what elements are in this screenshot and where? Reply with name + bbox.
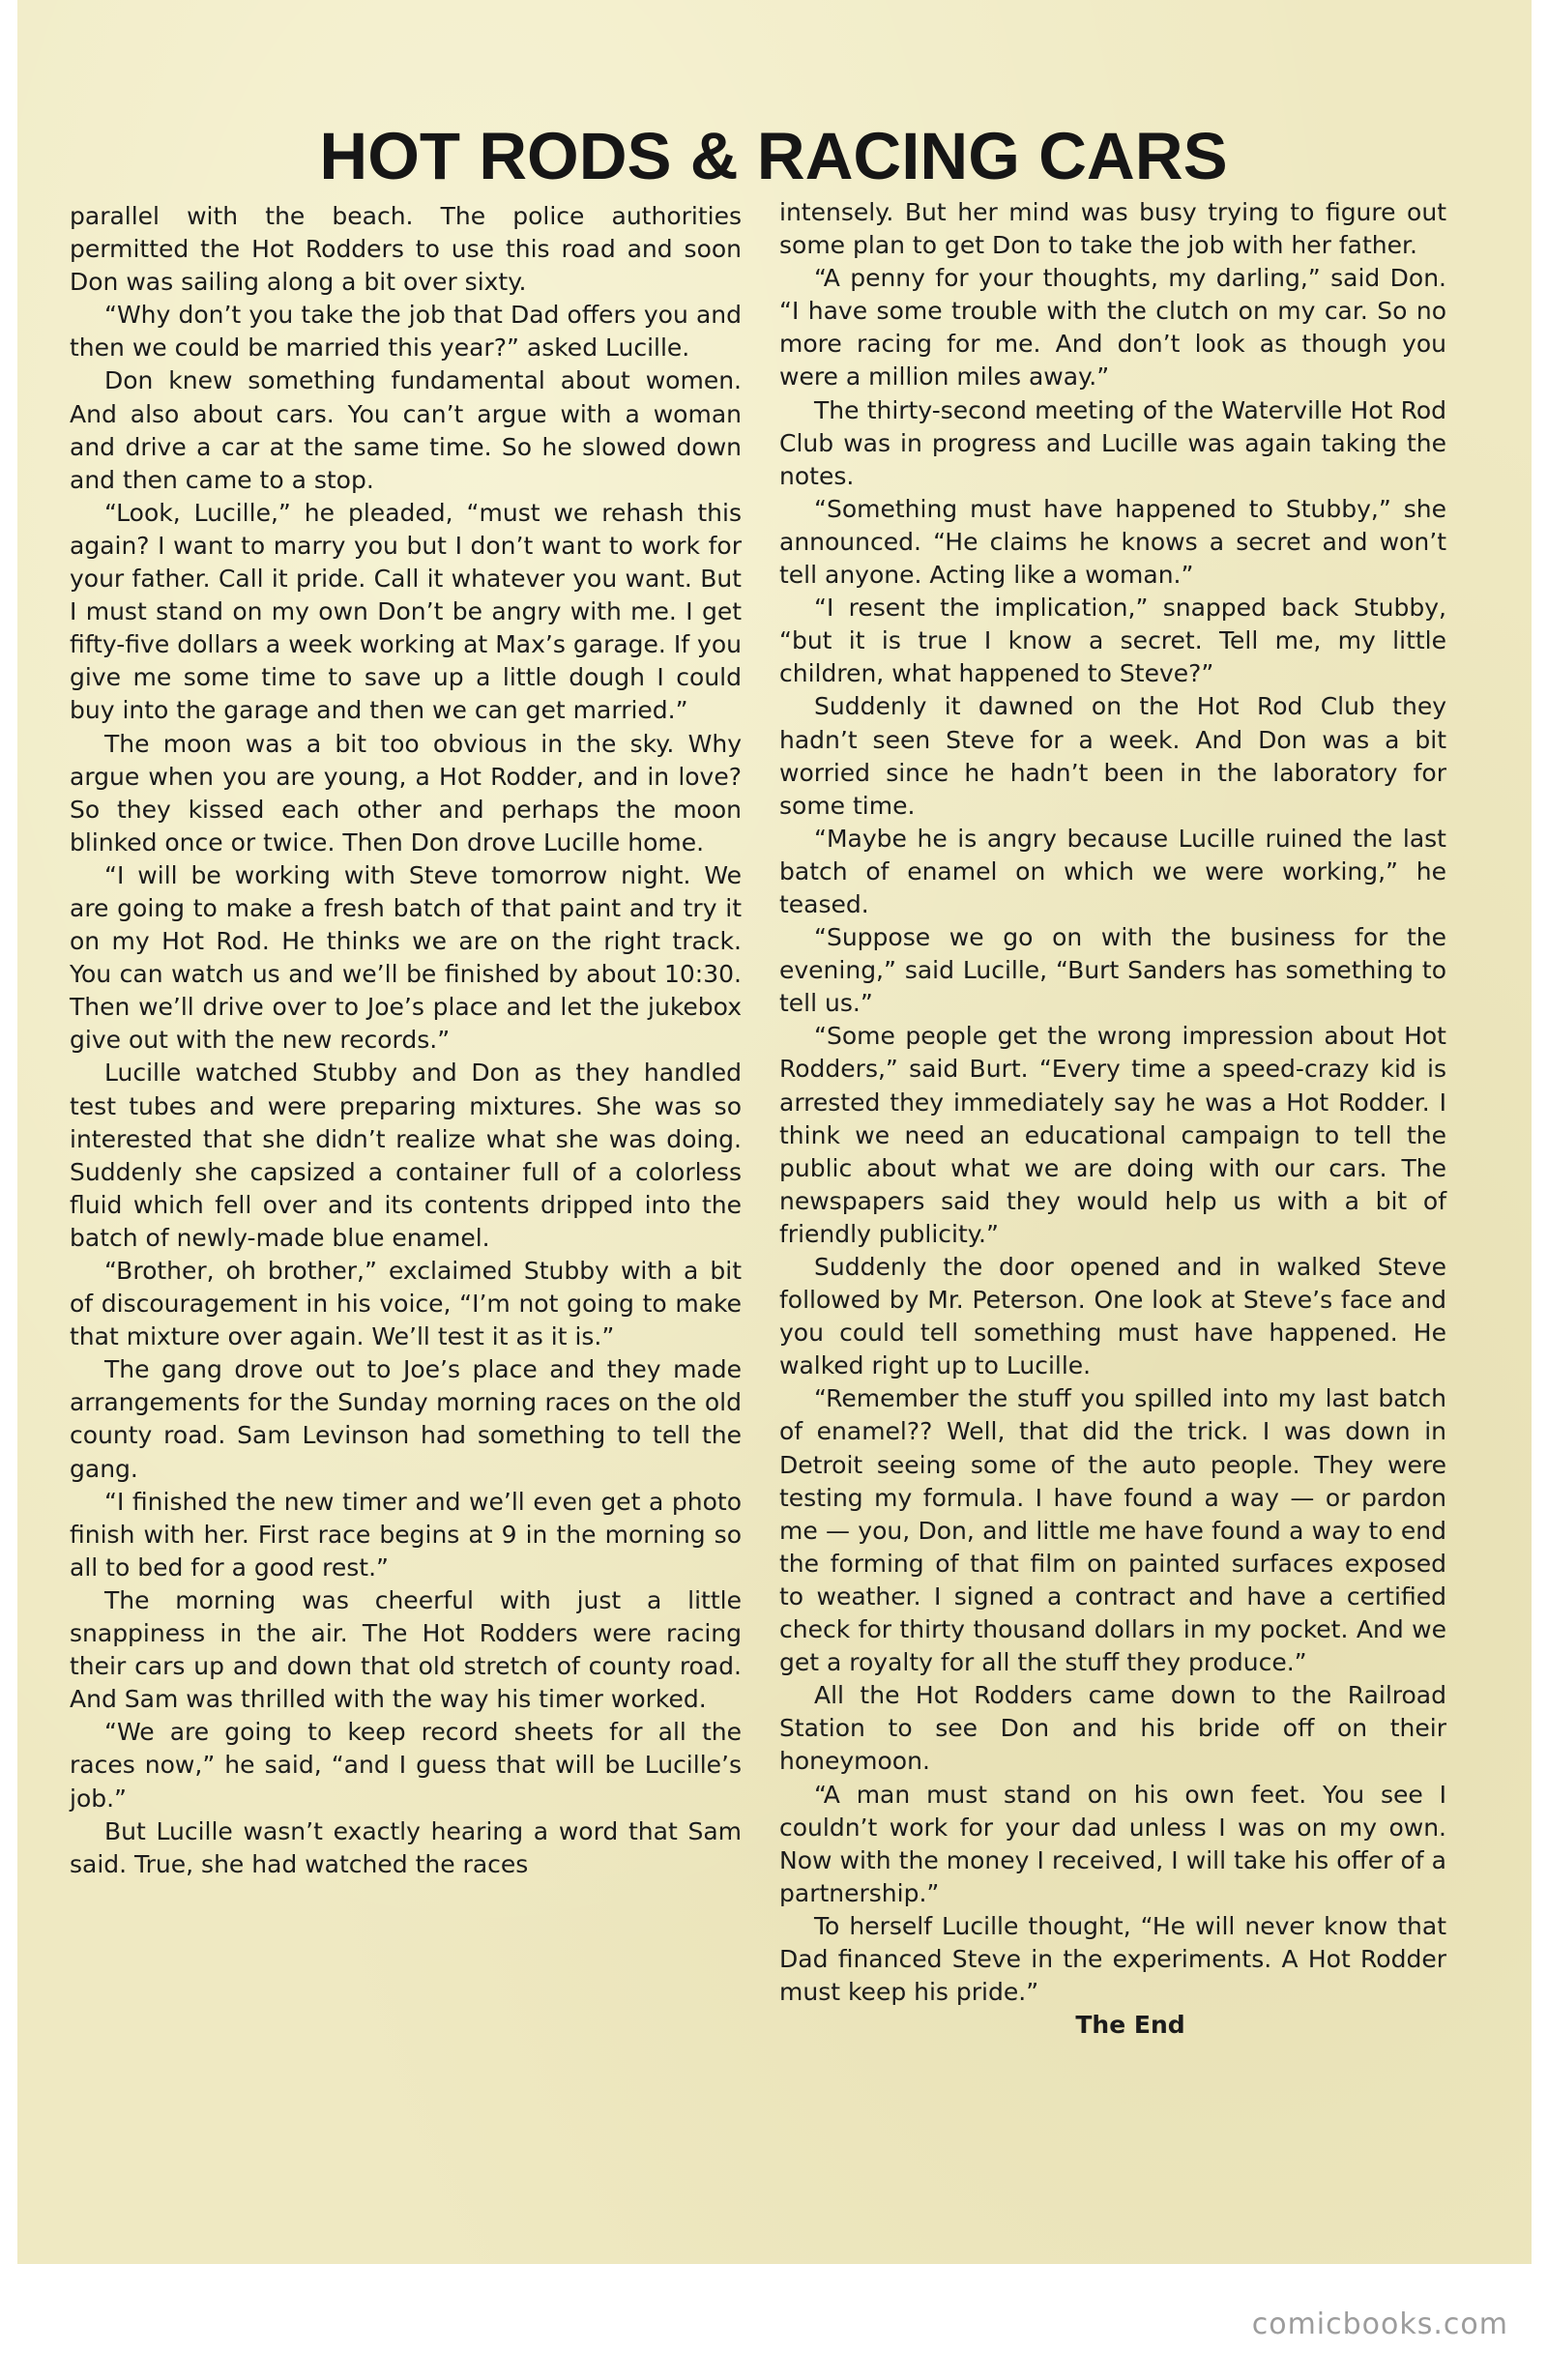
page-title: HOT RODS & RACING CARS: [319, 119, 1228, 193]
paragraph: “I finished the new timer and we’ll even get a photo finish with her. First race begins at 9 in the morning so all to bed for a good rest.”: [70, 1487, 742, 1582]
paragraph: The gang drove out to Joe’s place and they made arrangements for the Sunday morning races on the old county road. Sam Levinson had something to tell the gang.: [70, 1355, 742, 1483]
paragraph: “Something must have happened to Stubby,” she announced. “He claims he knows a secret and won’t tell anyone. Acting like a woman.”: [779, 494, 1446, 590]
paragraph: “I will be working with Steve tomorrow night. We are going to make a fresh batch of that paint and try it on my Hot Rod. He thinks we are on the right track. You can watch us and we’ll be finished by about 10:30. Then we’ll drive over to Joe’s place and let the jukebox give out with the new records.”: [70, 860, 742, 1055]
the-end-label: The End: [1075, 2011, 1185, 2040]
paragraph: The morning was cheerful with just a little snappiness in the air. The Hot Rodders were racing their cars up and down that old stretch of county road. And Sam was thrilled with the way his timer worked.: [70, 1585, 742, 1714]
paragraph: “Brother, oh brother,” exclaimed Stubby with a bit of discouragement in his voice, “I’m not going to make that mixture over again. We’ll test it as it is.”: [70, 1257, 742, 1351]
paragraph: Lucille watched Stubby and Don as they handled test tubes and were preparing mixtures. She was so interested that she didn’t realize what she was doing. Suddenly she capsized a container full of a colorless fluid which fell over and its contents dripped into the batch of newly-made blue enamel.: [70, 1059, 742, 1252]
paragraph: To herself Lucille thought, “He will never know that Dad financed Steve in the experiments. A Hot Rodder must keep his pride.”: [779, 1911, 1446, 2007]
paragraph: “I resent the implication,” snapped back Stubby, “but it is true I know a secret. Tell me, my little children, what happened to Steve?”: [779, 594, 1446, 688]
paragraph: Don knew something fundamental about women. And also about cars. You can’t argue with a woman and drive a car at the same time. So he slowed down and then came to a stop.: [70, 366, 742, 494]
paragraph: “Some people get the wrong impression about Hot Rodders,” said Burt. “Every time a speed-crazy kid is arrested they immediately say he was a Hot Rodder. I think we need an educational campaign to tell the public about what we are doing with our cars. The newspapers said they would help us with a bit of friendly publicity.”: [779, 1022, 1446, 1248]
paragraph: “Maybe he is angry because Lucille ruined the last batch of enamel on which we were working,” he teased.: [779, 824, 1446, 918]
paragraph: The thirty-second meeting of the Waterville Hot Rod Club was in progress and Lucille was again taking the notes.: [779, 395, 1446, 490]
paragraph: The moon was a bit too obvious in the sky. Why argue when you are young, a Hot Rodder, and in love? So they kissed each other and perhaps the moon blinked once or twice. Then Don drove Lucille home.: [70, 729, 742, 856]
paragraph: “Suppose we go on with the business for the evening,” said Lucille, “Burt Sanders has something to tell us.”: [779, 923, 1446, 1018]
paragraph: “Remember the stuff you spilled into my last batch of enamel?? Well, that did the trick. I was down in Detroit seeing some of the auto people. They were testing my formula. I have found a way — or pardon me — you, Don, and little me have found a way to end the forming of that film on painted surfaces exposed to weather. I signed a contract and have a certified check for thirty thousand dollars in my pocket. And we get a royalty for all the stuff they produce.”: [779, 1384, 1446, 1677]
paragraph: But Lucille wasn’t exactly hearing a word that Sam said. True, she had watched the races: [70, 1816, 742, 1878]
paragraph: “A penny for your thoughts, my darling,” said Don. “I have some trouble with the clutch on my car. So no more racing for me. And don’t look as though you were a million miles away.”: [779, 264, 1446, 392]
right-column: [779, 196, 1446, 2042]
paragraph: “We are going to keep record sheets for all the races now,” he said, “and I guess that will be Lucille’s job.”: [70, 1718, 742, 1813]
paragraph: “Why don’t you take the job that Dad offers you and then we could be married this year?” asked Lucille.: [70, 301, 742, 363]
paragraph: Suddenly the door opened and in walked Steve followed by Mr. Peterson. One look at Steve’s face and you could tell something must have happened. He walked right up to Lucille.: [779, 1253, 1446, 1380]
paragraph: Suddenly it dawned on the Hot Rod Club they hadn’t seen Steve for a week. And Don was a bit worried since he hadn’t been in the laboratory for some time.: [779, 692, 1446, 820]
paragraph: All the Hot Rodders came down to the Railroad Station to see Don and his bride off on their honeymoon.: [779, 1681, 1446, 1776]
left-column: [70, 200, 742, 1881]
paragraph: “A man must stand on his own feet. You see I couldn’t work for your dad unless I was on my own. Now with the money I received, I will take his offer of a partnership.”: [779, 1780, 1446, 1907]
paragraph: parallel with the beach. The police authorities permitted the Hot Rodders to use this road and soon Don was sailing along a bit over sixty.: [70, 202, 742, 297]
watermark: comicbooks.com: [1251, 2307, 1508, 2341]
paragraph: “Look, Lucille,” he pleaded, “must we rehash this again? I want to marry you but I don’t want to work for your father. Call it pride. Call it whatever you want. But I must stand on my own Don’t be angry with me. I get fifty-five dollars a week working at Max’s garage. If you give me some time to save up a little dough I could buy into the garage and then we can get married.”: [70, 498, 742, 725]
paragraph: intensely. But her mind was busy trying to figure out some plan to get Don to take the job with her father.: [779, 198, 1446, 260]
